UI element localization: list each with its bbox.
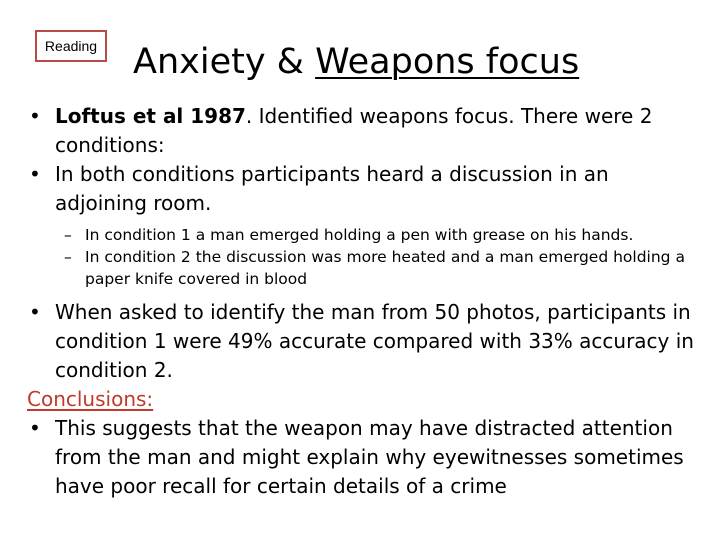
slide-title xyxy=(133,40,579,84)
title-part1: Anxiety & xyxy=(133,42,316,82)
bullet-conclusion: • This suggests that the weapon may have distracted attention from the man and might explain why eyewitnesses sometimes have poor recall for certain details of a crime xyxy=(27,414,702,501)
loftus-citation: Loftus et al 1987 xyxy=(55,104,246,128)
reading-tag: Reading xyxy=(35,30,107,62)
bullet-results: • When asked to identify the man from 50 photos, participants in condition 1 were 49% accurate compared with 33% accuracy in condition 2. xyxy=(27,298,702,385)
sub-bullet-condition-2: – In condition 2 the discussion was more heated and a man emerged holding a paper knife covered in blood xyxy=(27,246,702,290)
title-underlined: Weapons focus xyxy=(315,42,580,82)
bullet-loftus xyxy=(27,102,702,160)
bullet-conditions: • In both conditions participants heard a discussion in an adjoining room. xyxy=(27,160,702,218)
sub-bullet-condition-1: – In condition 1 a man emerged holding a pen with grease on his hands. xyxy=(27,224,702,246)
slide-content xyxy=(27,102,702,501)
loftus-text: . Identified weapons focus. There were 2 conditions: xyxy=(55,104,653,157)
conclusions-heading: Conclusions: xyxy=(27,387,154,411)
